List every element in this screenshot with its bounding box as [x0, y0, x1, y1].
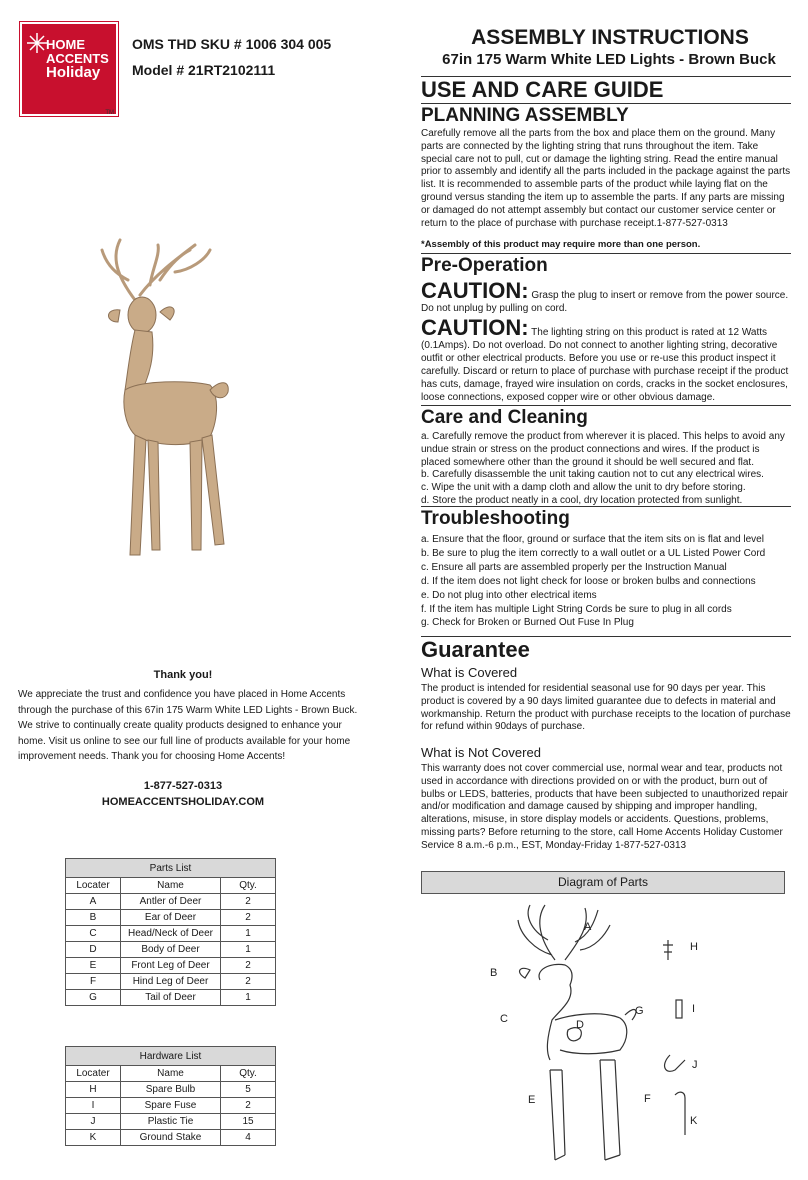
page-subtitle: 67in 175 Warm White LED Lights - Brown Buck: [442, 51, 776, 68]
list-item: g. Check for Broken or Burned Out Fuse In Plug: [421, 617, 634, 629]
diagram-label-i: I: [692, 1003, 696, 1015]
table-row: [66, 958, 276, 974]
table-row: [66, 1114, 276, 1130]
cell-name: Ground Stake: [121, 1130, 221, 1146]
covered-heading: What is Covered: [421, 665, 518, 680]
list-item: f. If the item has multiple Light String Cords be sure to plug in all cords: [421, 603, 732, 615]
cell-locater: A: [66, 894, 121, 910]
cell-locater: D: [66, 942, 121, 958]
cell-name: Body of Deer: [121, 942, 221, 958]
cell-locater: C: [66, 926, 121, 942]
table-row: [66, 942, 276, 958]
planning-heading: PLANNING ASSEMBLY: [421, 103, 791, 127]
cell-qty: 1: [221, 942, 276, 958]
cell-qty: 1: [221, 990, 276, 1006]
brand-line-1: HOME: [46, 37, 85, 52]
guarantee-heading: Guarantee: [421, 636, 791, 663]
col-header: Qty.: [221, 878, 276, 894]
list-item: d. If the item does not light check for loose or broken bulbs and connections: [421, 575, 756, 587]
list-item: c. Ensure all parts are assembled properly per the Instruction Manual: [421, 561, 727, 573]
caution-2: [421, 317, 791, 404]
caution-1: [421, 280, 791, 315]
diagram-label-k: K: [690, 1115, 698, 1127]
cell-name: Plastic Tie: [121, 1114, 221, 1130]
hardware-list-table: [65, 1046, 276, 1146]
diagram-label-c: C: [500, 1013, 508, 1025]
cell-name: Spare Fuse: [121, 1098, 221, 1114]
cell-locater: F: [66, 974, 121, 990]
thanks-website: HOMEACCENTSHOLIDAY.COM: [101, 796, 265, 808]
diagram-label-h: H: [690, 941, 698, 953]
thanks-heading: Thank you!: [153, 669, 213, 681]
table-row: [66, 894, 276, 910]
caution-label: CAUTION:: [421, 278, 529, 303]
diagram-label-a: A: [584, 921, 592, 933]
col-header: Name: [121, 1066, 221, 1082]
col-header: Name: [121, 878, 221, 894]
cell-locater: E: [66, 958, 121, 974]
table-row: [66, 910, 276, 926]
model-number: Model # 21RT2102111: [132, 62, 276, 78]
list-item: a. Ensure that the floor, ground or surface that the item sits on is flat and level: [421, 534, 764, 545]
cell-name: Antler of Deer: [121, 894, 221, 910]
care-list: [421, 431, 791, 508]
parts-list-caption: Parts List: [66, 859, 276, 878]
cell-qty: 15: [221, 1114, 276, 1130]
cell-locater: I: [66, 1098, 121, 1114]
diagram-title: Diagram of Parts: [421, 871, 785, 894]
thanks-phone: 1-877-527-0313: [143, 780, 223, 792]
cell-name: Hind Leg of Deer: [121, 974, 221, 990]
diagram-label-d: D: [576, 1019, 584, 1031]
parts-diagram: [480, 900, 710, 1170]
diagram-label-e: E: [528, 1094, 536, 1106]
table-row: [66, 1098, 276, 1114]
caution-2-text: The lighting string on this product is rated at 12 Watts (0.1Amps). Do not overload. Do not connect to another lighting string, decorative outfit or other electrical products. Before you use or re-use this product inspect it carefully. Discard or return to place of purchase with purchase receipt if the product has cuts, damage, frayed wire insulation on cords, cracks in the socket enclosures, loose connections, exposed copper wire or other obvious damage.: [421, 327, 789, 403]
cell-locater: H: [66, 1082, 121, 1098]
table-row: [66, 926, 276, 942]
cell-qty: 2: [221, 974, 276, 990]
diagram-label-g: G: [635, 1005, 644, 1017]
brand-line-2: ACCENTS: [46, 51, 109, 66]
cell-qty: 2: [221, 894, 276, 910]
brand-line-3: Holiday: [46, 64, 101, 81]
cell-name: Spare Bulb: [121, 1082, 221, 1098]
guide-title: USE AND CARE GUIDE: [421, 76, 791, 103]
list-item: a. Carefully remove the product from wherever it is placed. This helps to avoid any undue strain or stress on the product connections and wires. If the product is placed somewhere other than the ground it should be well secured and flat.: [421, 431, 785, 468]
pre-operation-heading: Pre-Operation: [421, 253, 791, 277]
planning-text: Carefully remove all the parts from the box and place them on the ground. Many parts are connected by the lighting string that runs throughout the item. Take special care not to pull, cut or damage the lighting string. Read the entire manual prior to assembly and identify all the parts included in the package against the parts list. It is recommended to assemble parts of the product while laying flat on the ground versus standing the item up to assemble the parts. If any parts are missing or damaged do not attempt assembly but contact our customer service center or return to the place of purchase with purchase receipt.1-877-527-0313: [421, 128, 791, 229]
cell-name: Head/Neck of Deer: [121, 926, 221, 942]
list-item: d. Store the product neatly in a cool, dry location protected from sunlight.: [421, 494, 743, 506]
list-item: c. Wipe the unit with a damp cloth and allow the unit to dry before storing.: [421, 482, 746, 494]
caution-1-text: Grasp the plug to insert or remove from the power source. Do not unplug by pulling on cord.: [421, 290, 789, 314]
deer-product-image: [80, 230, 240, 560]
covered-text: The product is intended for residential seasonal use for 90 days per year. This product is covered by a 90 days limited guarantee due to defects in material and workmanship. Return the product with purchase receipts to the location of purchase for refund within 90days of purchase.: [421, 683, 791, 733]
list-item: e. Do not plug into other electrical items: [421, 589, 597, 601]
cell-qty: 2: [221, 958, 276, 974]
cell-qty: 5: [221, 1082, 276, 1098]
table-row: [66, 990, 276, 1006]
not-covered-text: This warranty does not cover commercial use, normal wear and tear, products not used in accordance with directions provided on or with the product, burn out of bulbs or LEDS, batteries, products that have been subjected to unauthorized repair and/or modification and damage caused by shipping and improper handling, alterations, misuse, in store display models or accidents. Questions, problems, missing parts? Before returning to the store, call Home Accents Holiday Customer Service 8 a.m.-6 p.m., EST, Monday-Friday 1-877-527-0313: [421, 763, 788, 851]
diagram-label-f: F: [644, 1093, 651, 1105]
cell-locater: J: [66, 1114, 121, 1130]
cell-name: Front Leg of Deer: [121, 958, 221, 974]
cell-qty: 2: [221, 910, 276, 926]
not-covered-heading: What is Not Covered: [421, 745, 541, 760]
table-row: [66, 1130, 276, 1146]
col-header: Qty.: [221, 1066, 276, 1082]
care-heading: Care and Cleaning: [421, 405, 791, 429]
cell-qty: 1: [221, 926, 276, 942]
deer-outline: [518, 905, 636, 1160]
col-header: Locater: [66, 1066, 121, 1082]
thanks-text: We appreciate the trust and confidence you have placed in Home Accents through the purchase of this 67in 175 Warm White LED Lights - Brown Buck. We strive to continually create quality products designed to enhance your home. Visit us online to see our full line of products available for your home improvement needs. Thank you for choosing Home Accents!: [18, 689, 358, 762]
brand-text: [46, 38, 109, 80]
cell-name: Ear of Deer: [121, 910, 221, 926]
trademark: TM: [105, 110, 114, 116]
cell-qty: 4: [221, 1130, 276, 1146]
col-header: Locater: [66, 878, 121, 894]
brand-logo: [20, 22, 118, 116]
sku: OMS THD SKU # 1006 304 005: [132, 36, 332, 52]
cell-locater: B: [66, 910, 121, 926]
cell-name: Tail of Deer: [121, 990, 221, 1006]
diagram-label-b: B: [490, 967, 498, 979]
cell-qty: 2: [221, 1098, 276, 1114]
troubleshooting-list: [421, 533, 791, 630]
hardware-outline: [663, 940, 685, 1135]
page-title: ASSEMBLY INSTRUCTIONS: [471, 26, 749, 49]
troubleshooting-heading: Troubleshooting: [421, 506, 791, 530]
diagram-label-j: J: [692, 1059, 698, 1071]
table-row: [66, 974, 276, 990]
list-item: b. Carefully disassemble the unit taking caution not to cut any electrical wires.: [421, 469, 764, 481]
cell-locater: G: [66, 990, 121, 1006]
cell-locater: K: [66, 1130, 121, 1146]
hardware-list-caption: Hardware List: [66, 1047, 276, 1066]
caution-label: CAUTION:: [421, 315, 529, 340]
list-item: b. Be sure to plug the item correctly to a wall outlet or a UL Listed Power Cord: [421, 547, 766, 559]
assembly-note: *Assembly of this product may require more than one person.: [421, 239, 701, 250]
table-row: [66, 1082, 276, 1098]
parts-list-table: [65, 858, 276, 1006]
snowflake-icon: [26, 32, 48, 54]
